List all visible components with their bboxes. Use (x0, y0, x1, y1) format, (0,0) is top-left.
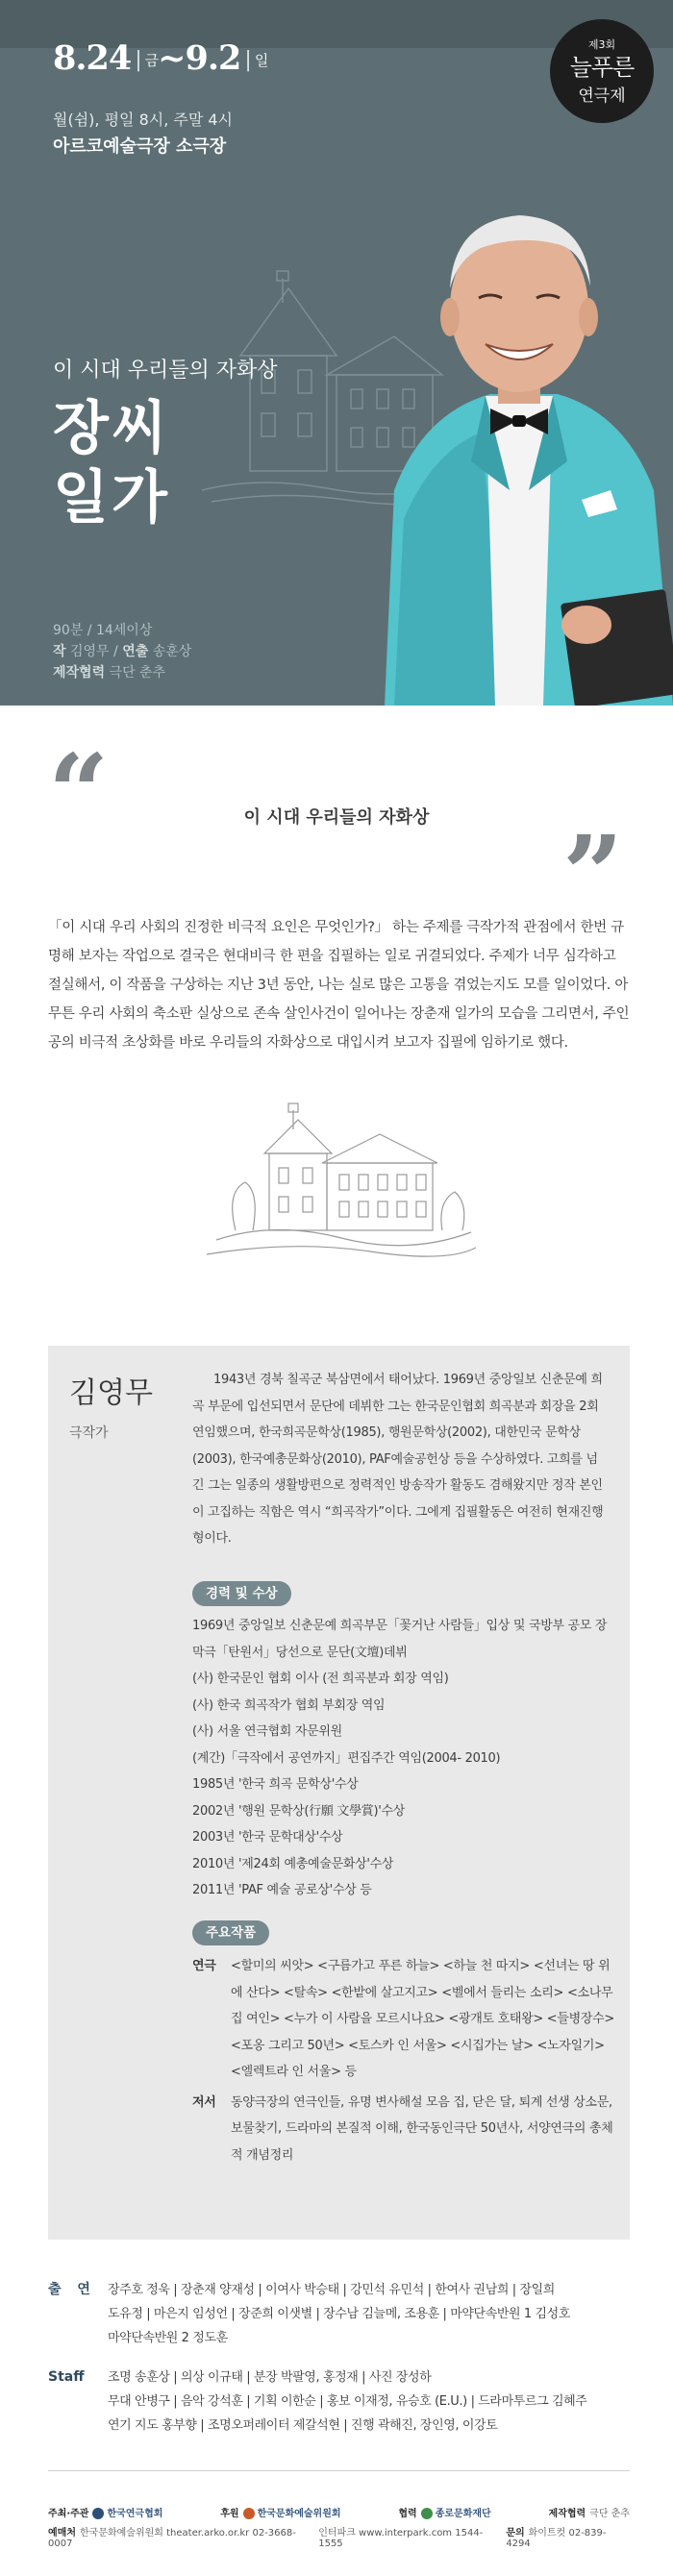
staff-line: 연기 지도 홍부향 | 조명오퍼레이터 제갈석현 | 진행 곽해진, 장인영, 이강토 (108, 2418, 498, 2433)
play-title-line2: 일가 (53, 464, 170, 532)
mansion-illustration (207, 1096, 476, 1269)
footer-row-organizers (48, 2499, 630, 2524)
producer-line (53, 662, 191, 683)
play-meta (53, 620, 191, 683)
host-org: 주최·주관 한국연극협회 (48, 2508, 163, 2519)
sponsor-logo-icon (243, 2508, 255, 2519)
career-item: 2011년 'PAF 예술 공로상'수상 등 (192, 1883, 372, 1897)
booking-arko[interactable]: 예매처 한국문화예술위원회 theater.arko.or.kr 02-3668-0007 (48, 2528, 296, 2549)
festival-name-sub: 연극제 (578, 87, 626, 106)
hero-poster (0, 0, 673, 706)
performance-dates: 8.24 | 금~9.2 | 일 (53, 38, 268, 78)
festival-name: 늘푸른 (569, 54, 635, 81)
coop-org: 협력 종로문화재단 (398, 2508, 491, 2519)
staff-credits (48, 2365, 630, 2438)
intro-heading: 이 시대 우리들의 자화상 (243, 807, 430, 828)
works-list (192, 1953, 615, 2172)
play-title-line1: 장씨 (53, 395, 170, 462)
career-item: 2010년 '제24회 예총예술문화상'수상 (192, 1856, 394, 1871)
dow-start: 금 (144, 52, 159, 69)
staff-line: 조명 송훈상 | 의상 이규태 | 분장 박팔영, 홍정재 | 사진 장성하 (108, 2370, 432, 2385)
date-end: 9.2 (185, 38, 241, 78)
open-quote-icon: “ (48, 731, 110, 855)
contact[interactable]: 문의 화이트컷 02-839-4294 (506, 2528, 607, 2549)
credits (48, 2278, 630, 2453)
footer-divider (48, 2470, 630, 2471)
works-label: 연극 (192, 1959, 216, 1973)
author-name: 김영무 (69, 644, 110, 659)
playwright-role: 극작가 (69, 1425, 109, 1441)
credits-line: 작 김영무 / 연출 송훈상 (53, 644, 192, 659)
producer-name: 극단 춘추 (109, 665, 166, 681)
career-item: 1985년 '한국 희곡 문학상'수상 (192, 1777, 359, 1792)
producer-label: 제작협력 (53, 665, 106, 681)
cast-credits (48, 2278, 630, 2350)
intro-body: 「이 시대 우리 사회의 진정한 비극적 요인은 무엇인가?」 하는 주제를 극작가적 관점에서 한번 규명해 보자는 작업으로 결국은 현대비극 한 편을 집필하는 일로 귀결되었다. 주제가 너무 심각하고 절실해서, 이 작품을 구상하는 지난 3년 동안, 나는 실로 많은 고통을 겪었는지도 모를 일이었다. 아무튼 우리 사회의 축소판 실상으로 존속 살인사건이 일어나는 장춘재 일가의 모습을 그리면서, 주인공의 비극적 초상화를 바로 우리들의 자화상으로 대입시켜 보고자 집필에 임하기로 했다. (48, 920, 630, 1051)
staff-label: Staff (48, 2369, 85, 2385)
close-quote-icon: ” (562, 812, 624, 936)
dow-end: 일 (254, 52, 268, 69)
career-item: (계간)「극작에서 공연까지」편집주간 역임(2004- 2010) (192, 1750, 501, 1766)
cast-lines (108, 2278, 630, 2350)
works-row-plays (192, 1953, 615, 2086)
festival-logo (550, 19, 654, 123)
date-start: 8.24 (53, 38, 132, 78)
cast-line: 마약단속반원 2 정도훈 (108, 2331, 228, 2345)
performance-times: 월(쉼), 평일 8시, 주말 4시 (53, 111, 234, 129)
career-item: 2002년 '행원 문학상(行願 文學賞)'수상 (192, 1803, 406, 1819)
prod-org: 제작협력 극단 춘추 (548, 2508, 630, 2519)
actor-portrait (365, 173, 673, 706)
playwright-bio: 1943년 경북 칠곡군 북삼면에서 태어났다. 1969년 중앙일보 신춘문예 희곡 부문에 입선되면서 문단에 데뷔한 그는 한국문인협회 희곡분과 회장을 2회 연임했으며, 한국희곡문학상(1985), 행원문학상(2002), 대한민국 문학상(2003), 한국예총문화상(2010), PAF예술공헌상 등을 수상하였다. 고희를 넘긴 그는 일종의 생활방편으로 정력적인 방송작가 활동도 겸해왔지만 정작 본인이 고집하는 직함은 역시 “희곡작가”이다. 그에게 집필활동은 여전히 현재진행형이다. (192, 1373, 604, 1546)
booking-interpark[interactable]: 인터파크 www.interpark.com 1544-1555 (318, 2528, 484, 2549)
works-label: 저서 (192, 2094, 216, 2110)
director-label: 연출 (122, 644, 149, 659)
author-label: 작 (53, 644, 66, 659)
play-title (53, 394, 170, 533)
career-item: (사) 한국 희곡작가 협회 부회장 역임 (192, 1697, 386, 1713)
career-item: 1969년 중앙일보 신춘문예 희곡부문「꽃거난 사람들」입상 및 국방부 공모 장막극「탄원서」당선으로 문단(文壇)데뷔 (192, 1619, 608, 1660)
cast-line: 도유정 | 마은지 임성언 | 장준희 이샛별 | 장수남 김늘메, 조용훈 | 마약단속반원 1 김성호 (108, 2307, 570, 2321)
playwright-panel (48, 1346, 630, 2240)
contact-phone: 02-839-4294 (506, 2528, 607, 2549)
career-item: (사) 한국문인 협회 이사 (전 희곡분과 회장 역임) (192, 1672, 449, 1686)
hero-tagline: 이 시대 우리들의 자화상 (53, 359, 278, 383)
footer (48, 2499, 630, 2549)
works-heading: 주요작품 (192, 1920, 269, 1945)
works-text: 동양극장의 연극인들, 유명 변사해설 모음 집, 닫은 달, 퇴계 선생 상소문, 보물찾기, 드라마의 본질적 이해, 한국동인극단 50년사, 서양연극의 총체적 개념정리 (231, 2094, 613, 2163)
cast-line: 장주호 정욱 | 장춘재 양재성 | 이여사 박승태 | 강민석 유민석 | 한여사 권남희 | 장일희 (108, 2283, 555, 2297)
career-list (192, 1613, 615, 1904)
director-name: 송훈상 (152, 644, 192, 659)
works-text: <할미의 씨앗> <구름가고 푸른 하늘> <하늘 천 따지> <선녀는 땅 위에 산다> <탈속> <한밭에 살고지고> <벨에서 들리는 소리> <소나무집 여인> <누가 이 사람을 모르시나요> <광개토 호태왕> <들병장수> <포옹 그리고 50년> <토스카 인 서울> <시집가는 날> <노자일기> <엘렉트라 인 서울> 등 (231, 1959, 614, 2079)
date-tilde: ~ (158, 38, 186, 78)
footer-row-booking (48, 2524, 630, 2549)
staff-line: 무대 안병구 | 음악 강석훈 | 기획 이한순 | 홍보 이재정, 유승호 (E.U.) | 드라마투르그 김혜주 (108, 2394, 587, 2409)
playwright-name: 김영무 (69, 1376, 153, 1410)
venue: 아르코예술극장 소극장 (53, 136, 227, 157)
host-logo-icon (92, 2508, 104, 2519)
career-item: (사) 서울 연극협회 자문위원 (192, 1724, 342, 1739)
sponsor-org: 후원 한국문화예술위원회 (220, 2508, 341, 2519)
cast-label: 출 연 (48, 2282, 96, 2297)
runtime-rating: 90분 / 14세이상 (53, 623, 153, 638)
career-item: 2003년 '한국 문학대상'수상 (192, 1830, 343, 1845)
career-heading: 경력 및 수상 (192, 1581, 291, 1606)
festival-edition: 제3회 (587, 38, 616, 51)
coop-logo-icon (421, 2508, 433, 2519)
works-row-books (192, 2090, 615, 2169)
staff-lines (108, 2365, 630, 2438)
